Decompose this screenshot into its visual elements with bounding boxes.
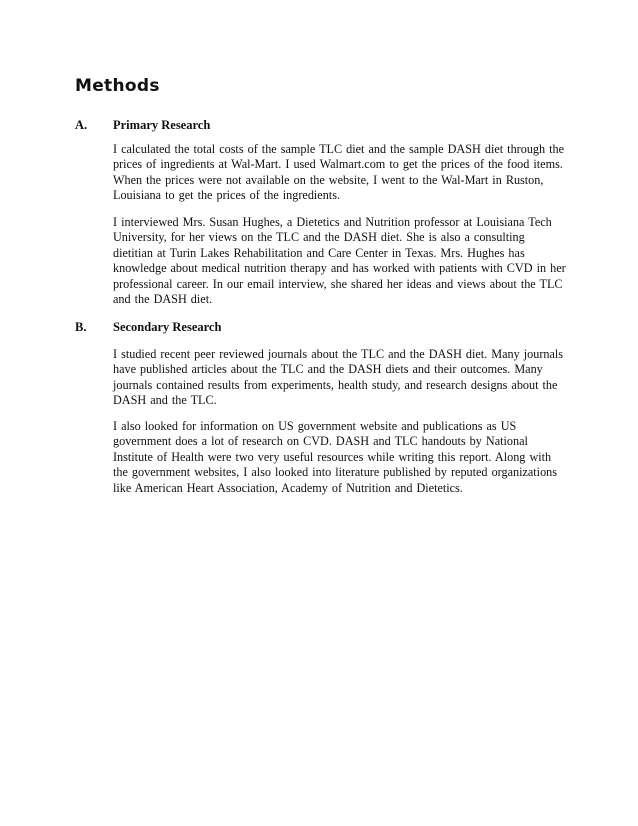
page-title: Methods — [75, 76, 160, 96]
paragraph-government: I also looked for information on US government website and publications as US government does a lot of research on CVD. DASH and TLC handouts by National Institute of Health were two very useful resources while writing this report. Along with the government websites, I also looked into literature published by reputed organizations like American Heart Association, Academy of Nutrition and Dietetics. — [113, 419, 558, 495]
paragraph-journals: I studied recent peer reviewed journals about the TLC and the DASH diet. Many journals have published articles about the TLC and the DASH diets and their outcomes. Many journals contained results from experiments, health study, and research designs about the DASH and the TLC. — [113, 347, 564, 408]
section-heading-primary-research — [75, 118, 210, 133]
section-title: Secondary Research — [113, 320, 222, 334]
section-letter: A. — [75, 118, 88, 132]
section-letter: B. — [75, 320, 87, 334]
paragraph-costs: I calculated the total costs of the sample TLC diet and the sample DASH diet through the prices of ingredients at Wal-Mart. I used Walmart.com to get the prices of the food items. When the prices were not available on the website, I went to the Wal-Mart in Ruston, Louisiana to get the prices of the ingredients. — [113, 142, 565, 203]
paragraph-interview: I interviewed Mrs. Susan Hughes, a Dietetics and Nutrition professor at Louisiana Tech University, for her views on the TLC and the DASH diet. She is also a consulting dietitian at Turin Lakes Rehabilitation and Care Center in Texas. Mrs. Hughes has knowledge about medical nutrition therapy and has worked with patients with CVD in her professional career. In our email interview, she shared her ideas and views about the TLC and the DASH diet. — [113, 215, 566, 307]
section-heading-secondary-research — [75, 320, 221, 335]
section-title: Primary Research — [113, 118, 211, 132]
